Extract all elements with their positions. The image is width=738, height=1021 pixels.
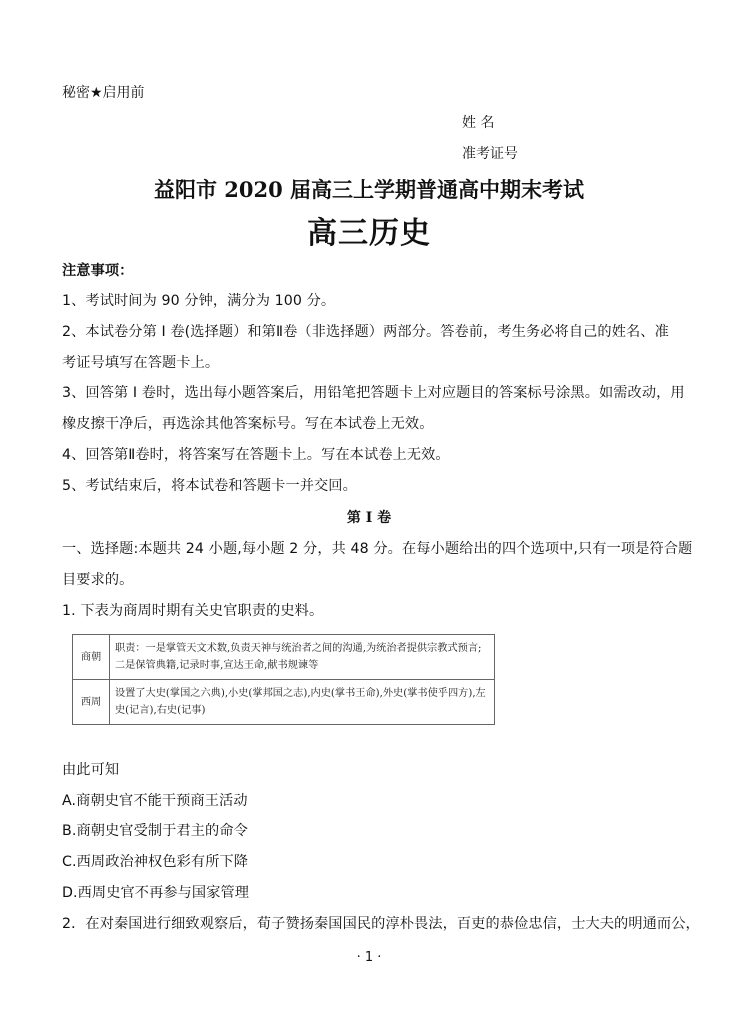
notice-item: 考证号填写在答题卡上。 <box>62 355 220 371</box>
option-a: A.商朝史官不能干预商王活动 <box>62 793 248 809</box>
table-row <box>73 635 495 680</box>
secret-mark: 秘密★启用前 <box>62 85 145 101</box>
subject-title: 高三历史 <box>307 216 431 251</box>
id-number-label: 准考证号 <box>462 146 518 162</box>
page-number: · 1 · <box>356 950 382 965</box>
notice-item: 3、回答第 I 卷时，选出每小题答案后，用铅笔把答题卡上对应题目的答案标号涂黑。如需改动，用 <box>62 385 685 401</box>
question-1-stem: 1. 下表为商周时期有关史官职责的史料。 <box>62 603 324 619</box>
table-text-cell <box>110 635 495 680</box>
section-instructions: 一、选择题:本题共 24 小题,每小题 2 分，共 48 分。在每小题给出的四个选项中,只有一项是符合题 <box>62 541 693 557</box>
table-era-cell: 西周 <box>73 680 110 725</box>
notice-item: 2、本试卷分第 I 卷(选择题）和第Ⅱ卷（非选择题）两部分。答卷前，考生务必将自己的姓名、准 <box>62 324 669 340</box>
name-label: 姓 名 <box>462 115 495 131</box>
history-source-table <box>72 634 495 725</box>
notice-item: 1、考试时间为 90 分钟，满分为 100 分。 <box>62 293 336 309</box>
section-title: 第 I 卷 <box>346 510 392 526</box>
notice-item: 5、考试结束后，将本试卷和答题卡一并交回。 <box>62 478 357 494</box>
table-text: 设置了大史(掌国之六典),小史(掌邦国之志),内史(掌书王命),外史(掌书使乎四方),左史(记言),右史(记事) <box>115 688 486 716</box>
option-d: D.西周史官不再参与国家管理 <box>62 885 250 901</box>
table-text: 职责：一是掌管天文术数,负责天神与统治者之间的沟通,为统治者提供宗教式预言;二是保管典籍,记录时事,宣达王命,献书规谏等 <box>115 643 482 671</box>
question-1-conclusion: 由此可知 <box>62 762 120 778</box>
question-2-stem: 2．在对秦国进行细致观察后，荀子赞扬秦国国民的淳朴畏法，百吏的恭俭忠信，士大夫的明通而公， <box>62 916 700 932</box>
table-text-cell <box>110 680 495 725</box>
option-c: C.西周政治神权色彩有所下降 <box>62 854 249 870</box>
section-instructions-cont: 目要求的。 <box>62 572 134 588</box>
option-b: B.商朝史官受制于君主的命令 <box>62 823 248 839</box>
table-row <box>73 680 495 725</box>
notice-item: 4、回答第Ⅱ卷时，将答案写在答题卡上。写在本试卷上无效。 <box>62 447 450 463</box>
exam-title: 益阳市 2020 届高三上学期普通高中期末考试 <box>153 177 585 202</box>
notice-heading: 注意事项： <box>62 263 134 279</box>
table-era-cell: 商朝 <box>73 635 110 680</box>
notice-item: 橡皮擦干净后，再选涂其他答案标号。写在本试卷上无效。 <box>62 416 434 432</box>
